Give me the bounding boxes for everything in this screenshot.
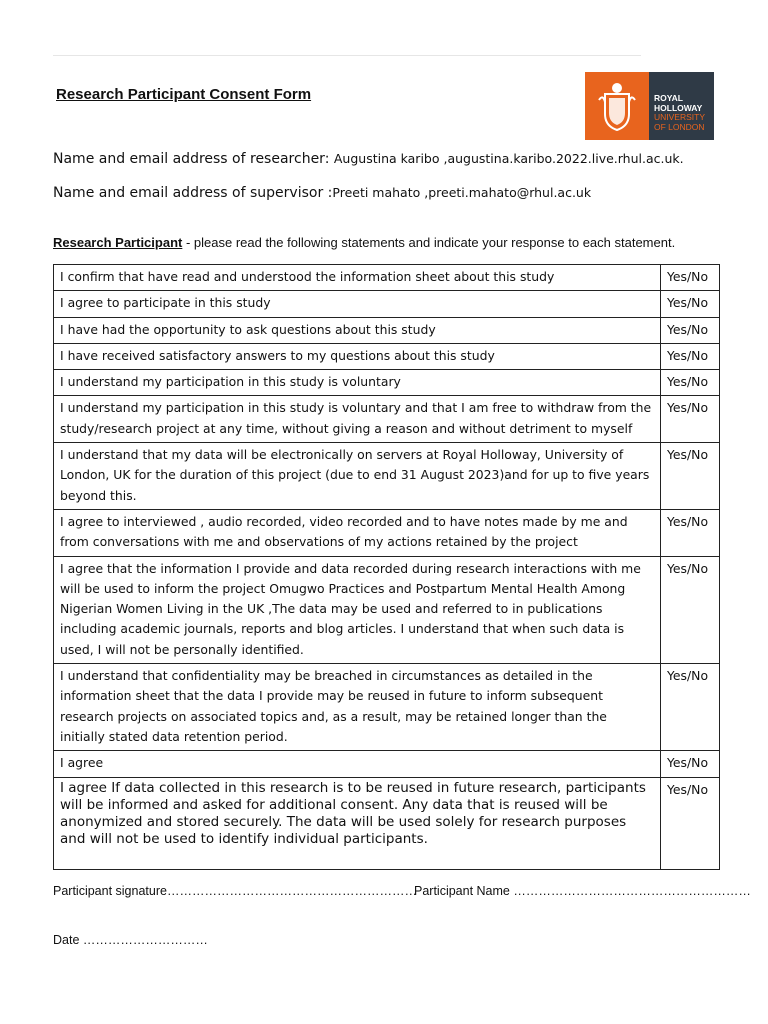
statement-text: I agree If data collected in this research is to be reused in future research, participants will be informed and asked for additional consent. Any data that is reused will be anonymized and stored securely. The data will be used solely for research purposes and will not be used to identify individual participants. xyxy=(54,777,661,869)
table-row xyxy=(54,777,720,869)
response-cell[interactable]: Yes/No xyxy=(661,265,720,291)
consent-table xyxy=(53,264,720,870)
statement-text: I have received satisfactory answers to my questions about this study xyxy=(54,343,661,369)
table-row xyxy=(54,664,720,751)
royal-holloway-logo xyxy=(585,72,714,140)
logo-line-2: HOLLOWAY xyxy=(654,102,703,113)
response-cell[interactable]: Yes/No xyxy=(661,664,720,751)
table-row xyxy=(54,556,720,663)
logo-line-3: UNIVERSITY xyxy=(654,112,706,122)
table-row xyxy=(54,509,720,556)
response-cell[interactable]: Yes/No xyxy=(661,317,720,343)
table-row xyxy=(54,343,720,369)
crest-icon xyxy=(585,72,649,140)
researcher-line xyxy=(53,151,684,167)
statement-text: I understand my participation in this study is voluntary xyxy=(54,370,661,396)
statement-text: I understand my participation in this study is voluntary and that I am free to withdraw from the study/research project at any time, without giving a reason and without detriment to myself xyxy=(54,396,661,443)
table-row xyxy=(54,291,720,317)
response-cell[interactable]: Yes/No xyxy=(661,343,720,369)
intro-heading: Research Participant xyxy=(53,235,183,250)
response-cell[interactable]: Yes/No xyxy=(661,443,720,510)
response-cell[interactable]: Yes/No xyxy=(661,556,720,663)
top-rule xyxy=(53,55,641,56)
supervisor-value: Preeti mahato ,preeti.mahato@rhul.ac.uk xyxy=(332,185,592,200)
participant-name-field[interactable]: Participant Name ………………………………………………… xyxy=(414,884,751,898)
statement-text: I agree that the information I provide and data recorded during research interactions with me will be used to inform the project Omugwo Practices and Postpartum Mental Health Among Nigerian Women Living in the UK ,The data may be used and referred to in publications including academic journals, reports and blog articles. I understand that when such data is used, I will not be personally identified. xyxy=(54,556,661,663)
supervisor-line xyxy=(53,185,591,201)
table-row xyxy=(54,751,720,777)
statement-text: I agree to participate in this study xyxy=(54,291,661,317)
date-field[interactable]: Date ………………………… xyxy=(53,933,208,947)
instructions xyxy=(53,235,675,250)
response-cell[interactable]: Yes/No xyxy=(661,777,720,869)
statement-text: I understand that my data will be electronically on servers at Royal Holloway, University of London, UK for the duration of this project (due to end 31 August 2023)and for up to five years beyond this. xyxy=(54,443,661,510)
statement-text: I confirm that have read and understood the information sheet about this study xyxy=(54,265,661,291)
statement-text: I understand that confidentiality may be breached in circumstances as detailed in the information sheet that the data I provide may be reused in future to inform subsequent research projects on associated topics and, as a result, may be retained longer than the initially stated data retention period. xyxy=(54,664,661,751)
table-row xyxy=(54,370,720,396)
logo-line-4: OF LONDON xyxy=(654,121,705,132)
statement-text: I have had the opportunity to ask questions about this study xyxy=(54,317,661,343)
table-row xyxy=(54,265,720,291)
table-row xyxy=(54,396,720,443)
participant-signature-field[interactable]: Participant signature…………………………………………………… xyxy=(53,884,417,898)
logo-line-1: ROYAL xyxy=(654,93,683,103)
intro-text: - please read the following statements and indicate your response to each statement. xyxy=(182,235,676,250)
response-cell[interactable]: Yes/No xyxy=(661,370,720,396)
statement-text: I agree to interviewed , audio recorded, video recorded and to have notes made by me and from conversations with me and observations of my actions retained by the project xyxy=(54,509,661,556)
researcher-value: Augustina karibo ,augustina.karibo.2022.live.rhul.ac.uk. xyxy=(333,151,684,166)
response-cell[interactable]: Yes/No xyxy=(661,396,720,443)
response-cell[interactable]: Yes/No xyxy=(661,509,720,556)
table-row xyxy=(54,443,720,510)
response-cell[interactable]: Yes/No xyxy=(661,751,720,777)
supervisor-label: Name and email address of supervisor : xyxy=(53,185,333,201)
table-row xyxy=(54,317,720,343)
researcher-label: Name and email address of researcher: xyxy=(53,151,334,167)
page-title: Research Participant Consent Form xyxy=(56,86,312,103)
statement-text: I agree xyxy=(54,751,661,777)
response-cell[interactable]: Yes/No xyxy=(661,291,720,317)
